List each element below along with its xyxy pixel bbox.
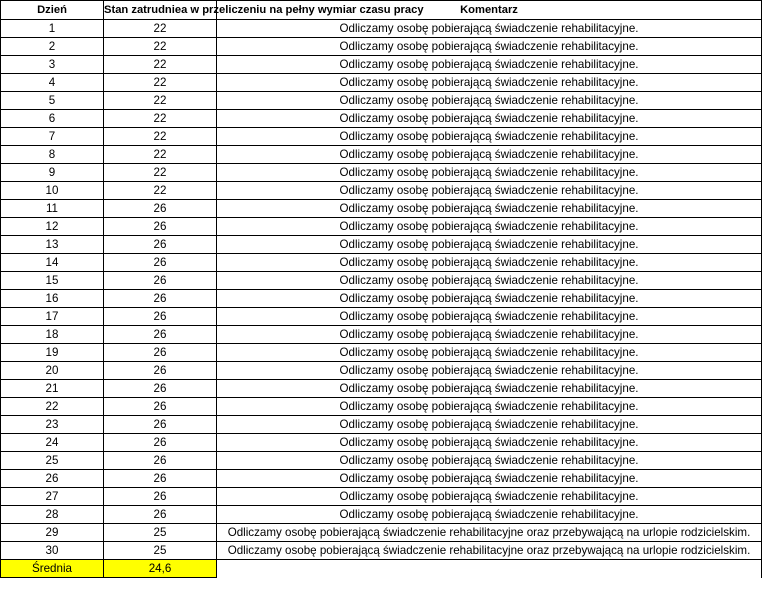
comment-cell[interactable]: Odliczamy osobę pobierającą świadczenie rehabilitacyjne.: [217, 146, 762, 164]
stan-cell[interactable]: 22: [104, 56, 217, 74]
table-row: [1, 434, 762, 452]
table-row: [1, 218, 762, 236]
day-cell[interactable]: 12: [1, 218, 104, 236]
comment-cell[interactable]: Odliczamy osobę pobierającą świadczenie rehabilitacyjne.: [217, 254, 762, 272]
summary-row: [1, 560, 762, 578]
comment-cell[interactable]: Odliczamy osobę pobierającą świadczenie rehabilitacyjne.: [217, 128, 762, 146]
comment-cell[interactable]: Odliczamy osobę pobierającą świadczenie rehabilitacyjne.: [217, 452, 762, 470]
table-row: [1, 524, 762, 542]
table-row: [1, 182, 762, 200]
table-row: [1, 146, 762, 164]
stan-cell[interactable]: 22: [104, 20, 217, 38]
stan-cell[interactable]: 25: [104, 524, 217, 542]
table-row: [1, 488, 762, 506]
stan-cell[interactable]: 26: [104, 416, 217, 434]
stan-cell[interactable]: 26: [104, 470, 217, 488]
table-row: [1, 398, 762, 416]
table-row: [1, 326, 762, 344]
day-cell[interactable]: 8: [1, 146, 104, 164]
comment-cell[interactable]: Odliczamy osobę pobierającą świadczenie rehabilitacyjne.: [217, 164, 762, 182]
table-row: [1, 344, 762, 362]
comment-cell[interactable]: Odliczamy osobę pobierającą świadczenie rehabilitacyjne.: [217, 290, 762, 308]
day-cell[interactable]: 21: [1, 380, 104, 398]
summary-empty-cell[interactable]: [217, 560, 762, 578]
stan-cell[interactable]: 22: [104, 92, 217, 110]
day-cell[interactable]: 6: [1, 110, 104, 128]
day-cell[interactable]: 20: [1, 362, 104, 380]
day-cell[interactable]: 4: [1, 74, 104, 92]
stan-cell[interactable]: 26: [104, 452, 217, 470]
comment-cell[interactable]: Odliczamy osobę pobierającą świadczenie rehabilitacyjne.: [217, 506, 762, 524]
stan-cell[interactable]: 22: [104, 38, 217, 56]
day-cell[interactable]: 11: [1, 200, 104, 218]
day-cell[interactable]: 14: [1, 254, 104, 272]
comment-cell[interactable]: Odliczamy osobę pobierającą świadczenie rehabilitacyjne.: [217, 344, 762, 362]
comment-cell[interactable]: Odliczamy osobę pobierającą świadczenie rehabilitacyjne.: [217, 416, 762, 434]
comment-cell[interactable]: Odliczamy osobę pobierającą świadczenie rehabilitacyjne.: [217, 236, 762, 254]
day-cell[interactable]: 26: [1, 470, 104, 488]
comment-cell[interactable]: Odliczamy osobę pobierającą świadczenie rehabilitacyjne.: [217, 218, 762, 236]
table-row: [1, 200, 762, 218]
stan-cell[interactable]: 26: [104, 344, 217, 362]
table-row: [1, 416, 762, 434]
stan-cell[interactable]: 26: [104, 434, 217, 452]
stan-cell[interactable]: 22: [104, 74, 217, 92]
day-cell[interactable]: 28: [1, 506, 104, 524]
comment-cell[interactable]: Odliczamy osobę pobierającą świadczenie rehabilitacyjne oraz przebywającą na urlopie rodzicielskim.: [217, 524, 762, 542]
day-cell[interactable]: 24: [1, 434, 104, 452]
comment-cell[interactable]: Odliczamy osobę pobierającą świadczenie rehabilitacyjne.: [217, 470, 762, 488]
day-cell[interactable]: 15: [1, 272, 104, 290]
day-cell[interactable]: 7: [1, 128, 104, 146]
table-row: [1, 236, 762, 254]
comment-cell[interactable]: Odliczamy osobę pobierającą świadczenie rehabilitacyjne.: [217, 56, 762, 74]
comment-cell[interactable]: Odliczamy osobę pobierającą świadczenie rehabilitacyjne.: [217, 182, 762, 200]
comment-cell[interactable]: Odliczamy osobę pobierającą świadczenie rehabilitacyjne oraz przebywającą na urlopie rodzicielskim.: [217, 542, 762, 560]
comment-cell[interactable]: Odliczamy osobę pobierającą świadczenie rehabilitacyjne.: [217, 326, 762, 344]
header-row: [1, 1, 762, 20]
stan-cell[interactable]: 26: [104, 506, 217, 524]
day-cell[interactable]: 1: [1, 20, 104, 38]
day-cell[interactable]: 10: [1, 182, 104, 200]
comment-cell[interactable]: Odliczamy osobę pobierającą świadczenie rehabilitacyjne.: [217, 38, 762, 56]
comment-cell[interactable]: Odliczamy osobę pobierającą świadczenie rehabilitacyjne.: [217, 272, 762, 290]
day-cell[interactable]: 9: [1, 164, 104, 182]
table-row: [1, 92, 762, 110]
table-row: [1, 470, 762, 488]
table-row: [1, 74, 762, 92]
day-cell[interactable]: 13: [1, 236, 104, 254]
table-body: [1, 20, 762, 560]
stan-cell[interactable]: 22: [104, 128, 217, 146]
comment-cell[interactable]: Odliczamy osobę pobierającą świadczenie rehabilitacyjne.: [217, 200, 762, 218]
stan-cell[interactable]: 22: [104, 110, 217, 128]
day-cell[interactable]: 22: [1, 398, 104, 416]
table-row: [1, 506, 762, 524]
table-row: [1, 308, 762, 326]
comment-cell[interactable]: Odliczamy osobę pobierającą świadczenie rehabilitacyjne.: [217, 434, 762, 452]
stan-cell[interactable]: 22: [104, 182, 217, 200]
table-row: [1, 56, 762, 74]
table-row: [1, 254, 762, 272]
header-stan[interactable]: Stan zatrudniea w przeliczeniu na pełny wymiar czasu pracy: [104, 1, 217, 20]
comment-cell[interactable]: Odliczamy osobę pobierającą świadczenie rehabilitacyjne.: [217, 380, 762, 398]
table-row: [1, 110, 762, 128]
comment-cell[interactable]: Odliczamy osobę pobierającą świadczenie rehabilitacyjne.: [217, 74, 762, 92]
stan-cell[interactable]: 26: [104, 380, 217, 398]
stan-cell[interactable]: 26: [104, 236, 217, 254]
day-cell[interactable]: 2: [1, 38, 104, 56]
day-cell[interactable]: 17: [1, 308, 104, 326]
table-row: [1, 20, 762, 38]
day-cell[interactable]: 18: [1, 326, 104, 344]
comment-cell[interactable]: Odliczamy osobę pobierającą świadczenie rehabilitacyjne.: [217, 20, 762, 38]
stan-cell[interactable]: 25: [104, 542, 217, 560]
day-cell[interactable]: 3: [1, 56, 104, 74]
comment-cell[interactable]: Odliczamy osobę pobierającą świadczenie rehabilitacyjne.: [217, 308, 762, 326]
table-row: [1, 164, 762, 182]
comment-cell[interactable]: Odliczamy osobę pobierającą świadczenie rehabilitacyjne.: [217, 398, 762, 416]
stan-cell[interactable]: 26: [104, 326, 217, 344]
stan-cell[interactable]: 26: [104, 488, 217, 506]
table-row: [1, 542, 762, 560]
comment-cell[interactable]: Odliczamy osobę pobierającą świadczenie rehabilitacyjne.: [217, 92, 762, 110]
stan-cell[interactable]: 26: [104, 218, 217, 236]
day-cell[interactable]: 19: [1, 344, 104, 362]
stan-cell[interactable]: 26: [104, 254, 217, 272]
table-row: [1, 272, 762, 290]
header-comment[interactable]: Komentarz: [217, 1, 762, 20]
day-cell[interactable]: 25: [1, 452, 104, 470]
day-cell[interactable]: 23: [1, 416, 104, 434]
day-cell[interactable]: 29: [1, 524, 104, 542]
summary-label-cell[interactable]: Średnia: [1, 560, 104, 578]
stan-cell[interactable]: 22: [104, 164, 217, 182]
stan-cell[interactable]: 26: [104, 200, 217, 218]
stan-cell[interactable]: 26: [104, 290, 217, 308]
day-cell[interactable]: 27: [1, 488, 104, 506]
day-cell[interactable]: 30: [1, 542, 104, 560]
stan-cell[interactable]: 26: [104, 362, 217, 380]
table-row: [1, 380, 762, 398]
day-cell[interactable]: 16: [1, 290, 104, 308]
table-row: [1, 290, 762, 308]
comment-cell[interactable]: Odliczamy osobę pobierającą świadczenie rehabilitacyjne.: [217, 110, 762, 128]
table-row: [1, 362, 762, 380]
comment-cell[interactable]: Odliczamy osobę pobierającą świadczenie rehabilitacyjne.: [217, 362, 762, 380]
comment-cell[interactable]: Odliczamy osobę pobierającą świadczenie rehabilitacyjne.: [217, 488, 762, 506]
header-day[interactable]: Dzień: [1, 1, 104, 20]
day-cell[interactable]: 5: [1, 92, 104, 110]
table-row: [1, 452, 762, 470]
stan-cell[interactable]: 26: [104, 398, 217, 416]
table-row: [1, 128, 762, 146]
table-row: [1, 38, 762, 56]
stan-cell[interactable]: 26: [104, 272, 217, 290]
stan-cell[interactable]: 22: [104, 146, 217, 164]
stan-cell[interactable]: 26: [104, 308, 217, 326]
summary-value-cell[interactable]: 24,6: [104, 560, 217, 578]
